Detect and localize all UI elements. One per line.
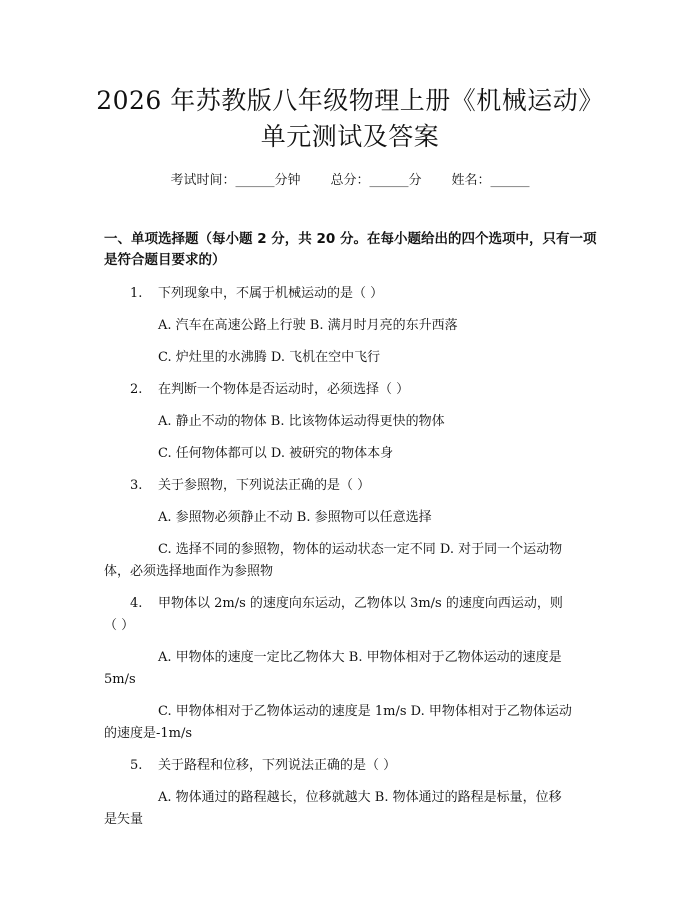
question-options: A. 参照物必须静止不动 B. 参照物可以任意选择 [158, 510, 432, 525]
exam-info [0, 169, 700, 188]
question-number: 4. [130, 596, 143, 611]
question-text: 在判断一个物体是否运动时，必须选择（ ） [158, 382, 410, 397]
question-text-continued: （ ） [104, 618, 135, 633]
question-number: 5. [130, 758, 143, 773]
document-title-line2: 单元测试及答案 [260, 122, 440, 151]
total-score-field: 总分：______分 [330, 173, 422, 188]
question-options: A. 汽车在高速公路上行驶 B. 满月时月亮的东升西落 [158, 318, 458, 333]
question-number: 1. [130, 286, 143, 301]
name-field: 姓名：______ [451, 173, 530, 188]
question-text: 关于路程和位移，下列说法正确的是（ ） [158, 758, 397, 773]
question-options-continued: 5m/s [104, 672, 136, 687]
section-heading-line2: 是符合题目要求的） [104, 252, 226, 268]
question-options: C. 任何物体都可以 D. 被研究的物体本身 [158, 446, 394, 461]
question-options: C. 炉灶里的水沸腾 D. 飞机在空中飞行 [158, 350, 381, 365]
document-title-line1: 2026 年苏教版八年级物理上册《机械运动》 [96, 86, 604, 115]
question-options-continued: 是矢量 [104, 812, 144, 827]
question-options: A. 静止不动的物体 B. 比该物体运动得更快的物体 [158, 414, 445, 429]
question-number: 2. [130, 382, 143, 397]
section-heading [104, 229, 604, 271]
question-options-continued: 的速度是-1m/s [104, 726, 193, 741]
question-options: A. 物体通过的路程越长，位移就越大 B. 物体通过的路程是标量，位移 [158, 790, 562, 805]
section-heading-line1: 一、单项选择题（每小题 2 分，共 20 分。在每小题给出的四个选项中，只有一项 [104, 231, 597, 247]
question-options: A. 甲物体的速度一定比乙物体大 B. 甲物体相对于乙物体运动的速度是 [158, 650, 562, 665]
question-text: 关于参照物，下列说法正确的是（ ） [158, 478, 371, 493]
exam-time-field: 考试时间：______分钟 [170, 173, 301, 188]
question-text: 下列现象中，不属于机械运动的是（ ） [158, 286, 384, 301]
question-options: C. 选择不同的参照物，物体的运动状态一定不同 D. 对于同一个运动物 [158, 542, 563, 557]
question-options-continued: 体，必须选择地面作为参照物 [104, 564, 274, 579]
question-options: C. 甲物体相对于乙物体运动的速度是 1m/s D. 甲物体相对于乙物体运动 [158, 704, 572, 719]
question-number: 3. [130, 478, 143, 493]
question-text: 甲物体以 2m/s 的速度向东运动，乙物体以 3m/s 的速度向西运动，则 [158, 596, 563, 611]
